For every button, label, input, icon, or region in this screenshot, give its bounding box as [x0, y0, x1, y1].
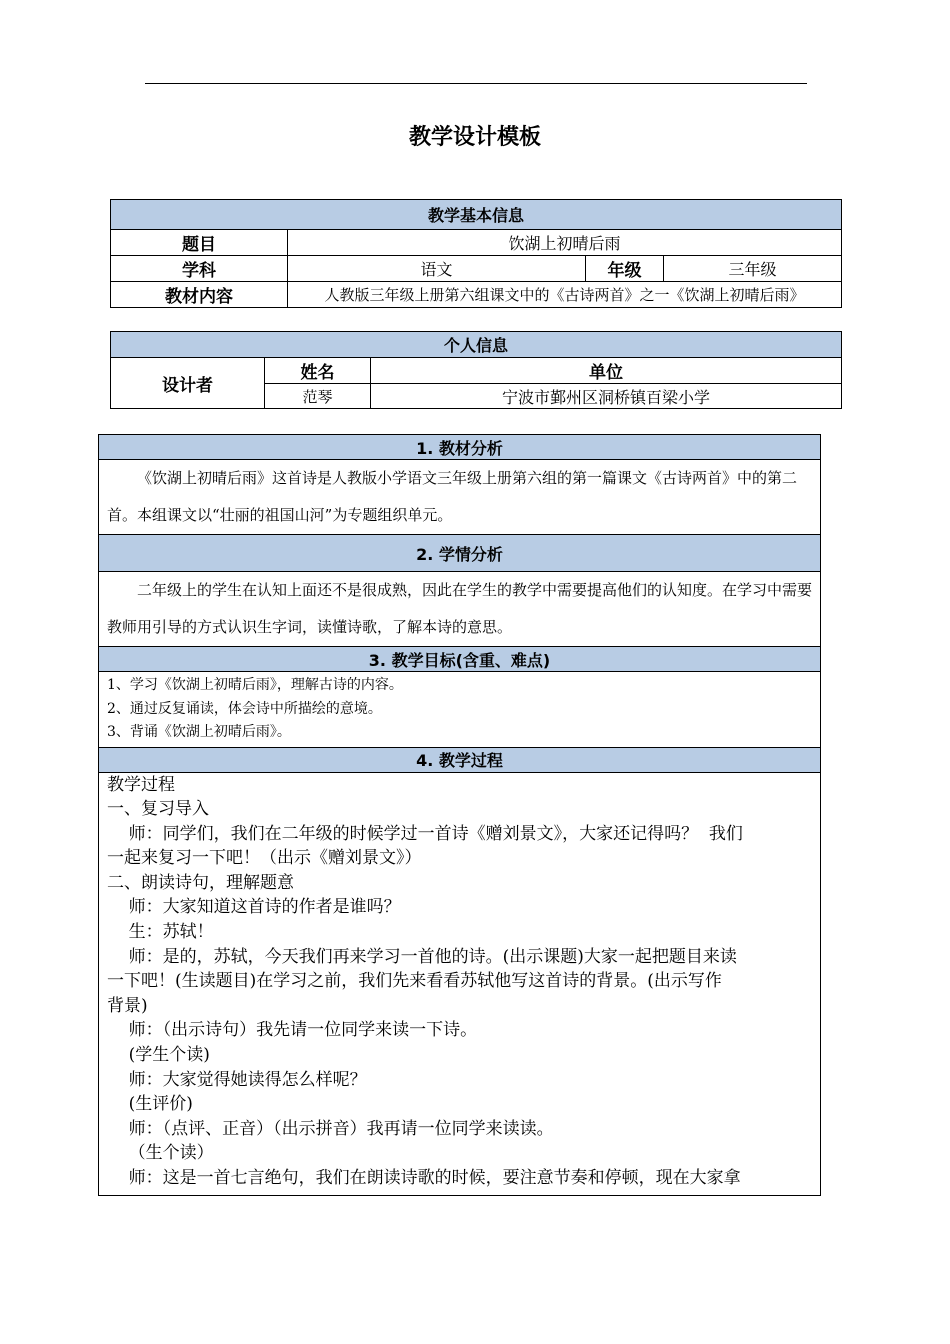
- process-line: 教学过程: [107, 774, 175, 795]
- basic-info-table: [110, 199, 842, 308]
- section-material-analysis-title: 1. 教材分析: [99, 435, 821, 460]
- designer-label: 设计者: [111, 358, 265, 409]
- name-value: 范琴: [265, 384, 371, 409]
- process-line: 一下吧！(生读题目)在学习之前，我们先来看看苏轼他写这首诗的背景。(出示写作: [107, 971, 722, 992]
- process-line: 二、朗读诗句，理解题意: [107, 872, 294, 893]
- process-line: 师：是的，苏轼，今天我们再来学习一首他的诗。(出示课题)大家一起把题目来读: [107, 946, 737, 967]
- process-line: 师：大家觉得她读得怎么样呢？: [107, 1069, 367, 1090]
- grade-value: 三年级: [664, 256, 842, 282]
- page-title: 教学设计模板: [408, 125, 541, 150]
- topic-value: 饮湖上初晴后雨: [288, 230, 842, 256]
- process-line: 师：（出示诗句）我先请一位同学来读一下诗。: [107, 1020, 478, 1041]
- student-analysis-text: 二年级上的学生在认知上面还不是很成熟，因此在学生的教学中需要提高他们的认知度。在学习中需要教师用引导的方式认识生字词，读懂诗歌，了解本诗的意思。: [107, 581, 813, 636]
- basic-info-header: 教学基本信息: [111, 200, 842, 230]
- process-line: （生个读）: [107, 1143, 214, 1164]
- grade-label: 年级: [586, 256, 664, 282]
- process-line: (学生个读): [107, 1045, 210, 1066]
- unit-label: 单位: [371, 358, 842, 384]
- personal-info-header: 个人信息: [111, 332, 842, 358]
- personal-info-table: [110, 331, 842, 409]
- lesson-design-table: [98, 434, 821, 1196]
- section-goals-title: 3. 教学目标(含重、难点): [99, 647, 821, 672]
- process-line: 师：这是一首七言绝句，我们在朗读诗歌的时候，要注意节奏和停顿，现在大家拿: [107, 1168, 741, 1188]
- goals-list: [99, 672, 820, 747]
- process-line: 背景): [107, 995, 148, 1016]
- material-value: 人教版三年级上册第六组课文中的《古诗两首》之一《饮湖上初晴后雨》: [288, 282, 842, 308]
- section-student-analysis-title: 2. 学情分析: [99, 535, 821, 572]
- goal-item: 1、学习《饮湖上初晴后雨》，理解古诗的内容。: [107, 677, 403, 693]
- section-process-title: 4. 教学过程: [99, 747, 821, 772]
- process-line: 师：大家知道这首诗的作者是谁吗？: [107, 897, 401, 918]
- process-line: 生：苏轼！: [107, 922, 214, 943]
- process-line: 师：（点评、正音）（出示拼音）我再请一位同学来读读。: [107, 1118, 554, 1139]
- process-line: 一起来复习一下吧！（出示《赠刘景文》）: [107, 848, 422, 869]
- goal-item: 2、通过反复诵读，体会诗中所描绘的意境。: [107, 700, 382, 717]
- header-rule: [145, 83, 807, 84]
- name-label: 姓名: [265, 358, 371, 384]
- unit-value: 宁波市鄞州区洞桥镇百梁小学: [371, 384, 842, 409]
- process-line: (生评价): [107, 1094, 193, 1115]
- material-label: 教材内容: [111, 282, 288, 308]
- process-text: [99, 773, 820, 1191]
- subject-value: 语文: [288, 256, 586, 282]
- material-analysis-text: 《饮湖上初晴后雨》这首诗是人教版小学语文三年级上册第六组的第一篇课文《古诗两首》中的第二首。本组课文以“壮丽的祖国山河”为专题组织单元。: [107, 469, 798, 524]
- goal-item: 3、背诵《饮湖上初晴后雨》。: [107, 724, 291, 740]
- topic-label: 题目: [111, 230, 288, 256]
- subject-label: 学科: [111, 256, 288, 282]
- process-line: 一、复习导入: [107, 799, 209, 820]
- process-line: 师：同学们，我们在二年级的时候学过一首诗《赠刘景文》，大家还记得吗？ 我们: [107, 823, 743, 844]
